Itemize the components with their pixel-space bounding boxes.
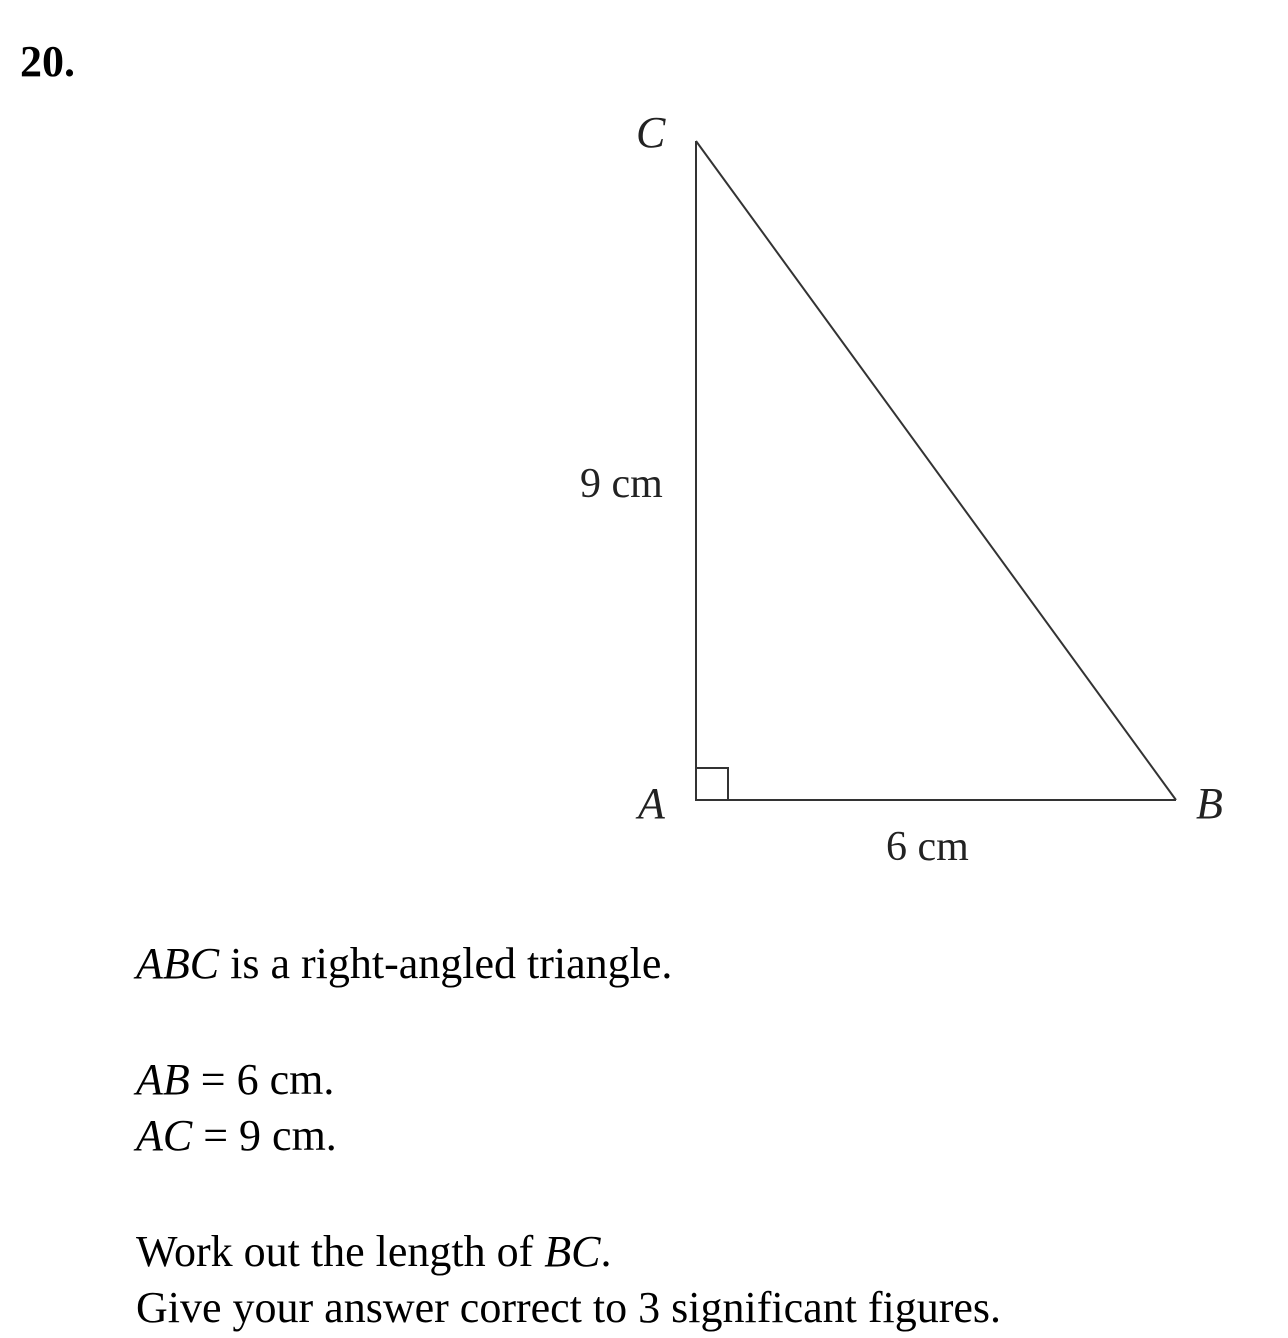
- instruction-line: Give your answer correct to 3 significant figures.: [136, 1283, 1002, 1332]
- task-suffix: .: [600, 1227, 612, 1276]
- side-label-ab: 6 cm: [886, 824, 969, 870]
- vertex-label-c: C: [636, 108, 666, 157]
- vertex-label-a: A: [638, 779, 665, 828]
- right-angle-marker: [696, 768, 728, 800]
- given-ac-line: [136, 1111, 337, 1160]
- given-ac-value: = 9 cm.: [192, 1111, 337, 1160]
- question-number: 20.: [20, 37, 75, 86]
- task-line: [136, 1227, 612, 1276]
- given-ab-line: [136, 1055, 335, 1104]
- given-ac-name: AC: [136, 1111, 193, 1160]
- vertex-label-b: B: [1196, 779, 1223, 828]
- task-prefix: Work out the length of: [136, 1227, 545, 1276]
- statement-line: [136, 939, 673, 988]
- given-ab-value: = 6 cm.: [189, 1055, 335, 1104]
- task-side-name: BC: [544, 1227, 601, 1276]
- side-bc: [696, 141, 1176, 800]
- triangle-name: ABC: [136, 939, 220, 988]
- statement-text: is a right-angled triangle.: [219, 939, 673, 988]
- side-label-ac: 9 cm: [580, 461, 663, 507]
- given-ab-name: AB: [136, 1055, 190, 1104]
